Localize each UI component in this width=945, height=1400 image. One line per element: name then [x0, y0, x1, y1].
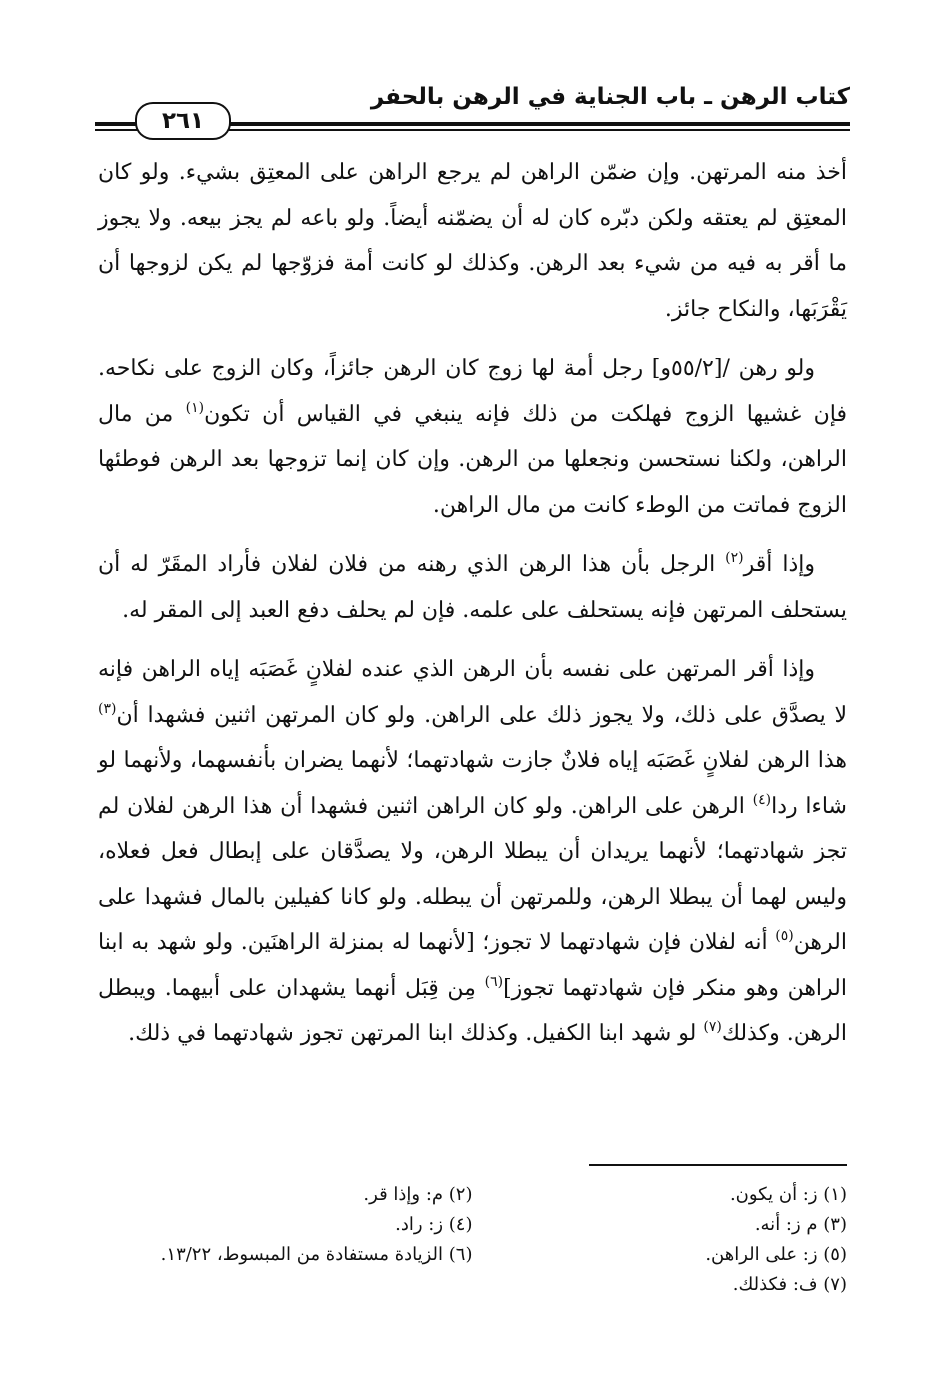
footnote: (١) ز: أن يكون. — [729, 1184, 847, 1205]
footnote-separator — [589, 1164, 847, 1166]
paragraph: أخذ منه المرتهن. وإن ضمّن الراهن لم يرجع الراهن على المعتِق بشيء. ولو كان المعتِق لم يعتقه ولكن دبّره كان له أن يضمّنه أيضاً. ولو باعه لم يجز بيعه. ولا يجوز ما أقر به فيه من شيء بعد الرهن. وكذلك لو كانت أمة فزوّجها لم يكن لزوجها أن يَقْرَبَها، والنكاح جائز. — [98, 160, 847, 322]
footnote: (٣) م ز: أنه. — [754, 1214, 847, 1235]
footnote-marker: (١) — [185, 399, 205, 416]
page-number: ٢٦١ — [135, 102, 231, 140]
footnote-row — [98, 1210, 847, 1240]
footnote-marker: (٤) — [752, 791, 772, 808]
footnote-marker: (٣) — [98, 700, 117, 717]
footnote-row — [98, 1270, 847, 1300]
footnote-row — [98, 1180, 847, 1210]
footnote-marker: (٢) — [725, 550, 744, 566]
body-text — [98, 150, 847, 1071]
footnote: (٥) ز: على الراهن. — [705, 1244, 847, 1265]
paragraph: وإذا أقر$^{(٢)}$ الرجل بأن هذا الرهن الذي رهنه من فلان لفلان فأراد المقَرّ له أن يستحلف المرتهن فإنه يستحلف على علمه. فإن لم يحلف دفع العبد إلى المقر له. — [98, 550, 847, 623]
footnote-marker: (٦) — [484, 973, 504, 990]
footnote: (٦) الزيادة مستفادة من المبسوط، ١٣/٢٢. — [160, 1244, 473, 1265]
footnote: (٢) م: وإذا قر. — [363, 1184, 473, 1205]
footnote: (٤) ز: راد. — [395, 1214, 473, 1235]
footnote-marker: (٥) — [775, 928, 794, 944]
footnote: (٧) ف: فكذلك. — [732, 1274, 847, 1295]
footnote-marker: (٧) — [703, 1019, 722, 1035]
running-title: كتاب الرهن ـ باب الجناية في الرهن بالحفر — [370, 84, 850, 110]
footnotes — [98, 1180, 847, 1300]
page-header — [95, 78, 850, 133]
paragraph: وإذا أقر المرتهن على نفسه بأن الرهن الذي عنده لفلانٍ غَصَبَه إياه الراهن فإنه لا يصدَّق على ذلك، ولا يجوز ذلك على الراهن. ولو كان المرتهن اثنين فشهدا أن$^{(٣)}$ هذا الرهن لفلانٍ غَصَبَه إياه فلانٌ جازت شهادتهما؛ لأنهما يضران بأنفسهما، ولأنهما لو شاءا ردا$^{(٤)}$ الرهن على الراهن. ولو كان الراهن اثنين فشهدا أن هذا الرهن لفلان لم تجز شهادتهما؛ لأنهما يريدان أن يبطلا الرهن، ولا يصدَّقان على إبطال فعل فعلاه، وليس لهما أن يبطلا الرهن، وللمرتهن أن يبطله. ولو كانا كفيلين بالمال فشهدا على الرهن$^{(٥)}$ أنه لفلان فإن شهادتهما لا تجوز؛ [لأنهما له بمنزلة الراهنَين. ولو شهد به ابنا الراهن وهو منكر فإن شهادتهما تجوز]$^{(٦)}$ مِن قِبَل أنهما يشهدان على أبيهما. ويبطل الرهن. وكذلك$^{(٧)}$ لو شهد ابنا الكفيل. وكذلك ابنا المرتهن تجوز شهادتهما في ذلك. — [98, 657, 848, 1046]
paragraph: ولو رهن /[٥٥/٢و] رجل أمة لها زوج كان الرهن جائزاً، وكان الزوج على نكاحه. فإن غشيها الزوج فهلكت من ذلك فإنه ينبغي في القياس أن تكون$^{(١)}$ من مال الراهن، ولكنا نستحسن ونجعلها من الرهن. وإن كان إنما تزوجها بعد الرهن فوطئها الزوج فماتت من الوطء كانت من مال الراهن. — [98, 356, 847, 518]
footnote-row — [98, 1240, 847, 1270]
